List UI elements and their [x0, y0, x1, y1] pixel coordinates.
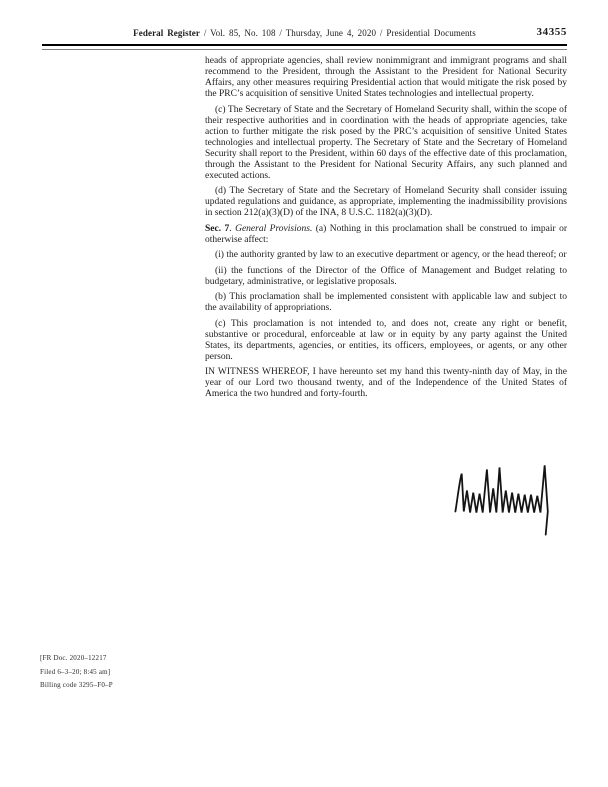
paragraph-text: (b) This proclamation shall be implemented consistent with applicable law and subject to the availability of appropriations.	[205, 292, 567, 313]
paragraph	[205, 250, 567, 261]
paragraph	[205, 105, 567, 182]
billing-code-line: Billing code 3295–F0–P	[40, 681, 113, 689]
masthead-text	[42, 28, 567, 38]
paragraph-text: (c) This proclamation is not intended to, and does not, create any right or benefit, substantive or procedural, enforceable at law or in equity by any party against the United States, its departments, agencies, or entities, its officers, employees, or agents, or any other person.	[205, 318, 567, 362]
header-rule-bottom	[42, 49, 567, 50]
signature-image	[452, 459, 568, 543]
paragraph-text: (a) Nothing in this proclamation shall be construed to impair or otherwise affect:	[205, 223, 567, 245]
paragraph	[205, 186, 567, 219]
paragraph	[205, 56, 567, 100]
paragraph-text: (ii) the functions of the Director of the Office of Management and Budget relating to budgetary, administrative, or legislative proposals.	[205, 265, 567, 287]
paragraph	[205, 319, 567, 363]
paragraph-text: General Provisions.	[235, 223, 313, 234]
journal-title: Federal Register	[133, 28, 200, 38]
fr-doc-line: [FR Doc. 2020–12217	[40, 654, 107, 662]
paragraph-text: IN WITNESS WHEREOF, I have hereunto set my hand this twenty-ninth day of May, in the year of our Lord two thousand twenty, and of the Independence of the United States of America the two hundred and forty-fourth.	[205, 367, 567, 399]
page-number: 34355	[536, 26, 567, 38]
paragraph-text: (c) The Secretary of State and the Secretary of Homeland Security shall, within the scope of their respective authorities and in coordination with the heads of appropriate agencies, take action to further mitigate the risk posed by the PRC’s acquisition of sensitive United States technologies and intellectual property. The Secretary of State and the Secretary of Homeland Security shall report to the President, within 60 days of the effective date of this proclamation, through the Assistant to the President for National Security Affairs, any such planned and executed actions.	[205, 104, 567, 181]
paragraph-text: .	[229, 223, 236, 234]
paragraph	[205, 224, 567, 246]
paragraph-text: (d) The Secretary of State and the Secretary of Homeland Security shall consider issuing updated regulations and guidance, as appropriate, implementing the inadmissibility provisions in section 212(a)(3)(D) of the INA, 8 U.S.C. 1182(a)(3)(D).	[205, 186, 567, 218]
masthead	[42, 28, 567, 42]
doc-footer	[40, 652, 113, 693]
paragraph-text: heads of appropriate agencies, shall review nonimmigrant and immigrant programs and shall recommend to the President, through the Assistant to the President for National Security Affairs, any other measures requiring Presidential action that would mitigate the risk posed by the PRC’s acquisition of sensitive United States technologies and intellectual property.	[205, 56, 567, 99]
header-rule-top	[42, 44, 567, 46]
filed-line: Filed 6–3–20; 8:45 am]	[40, 667, 111, 676]
issue-info: / Vol. 85, No. 108 / Thursday, June 4, 2020 / Presidential Documents	[200, 28, 476, 38]
paragraph-text: Sec. 7	[205, 223, 230, 234]
document-body	[205, 56, 567, 400]
paragraph	[205, 292, 567, 314]
paragraph	[205, 367, 567, 400]
paragraph-text: (i) the authority granted by law to an executive department or agency, or the head thereof; or	[215, 250, 567, 260]
paragraph	[205, 266, 567, 288]
